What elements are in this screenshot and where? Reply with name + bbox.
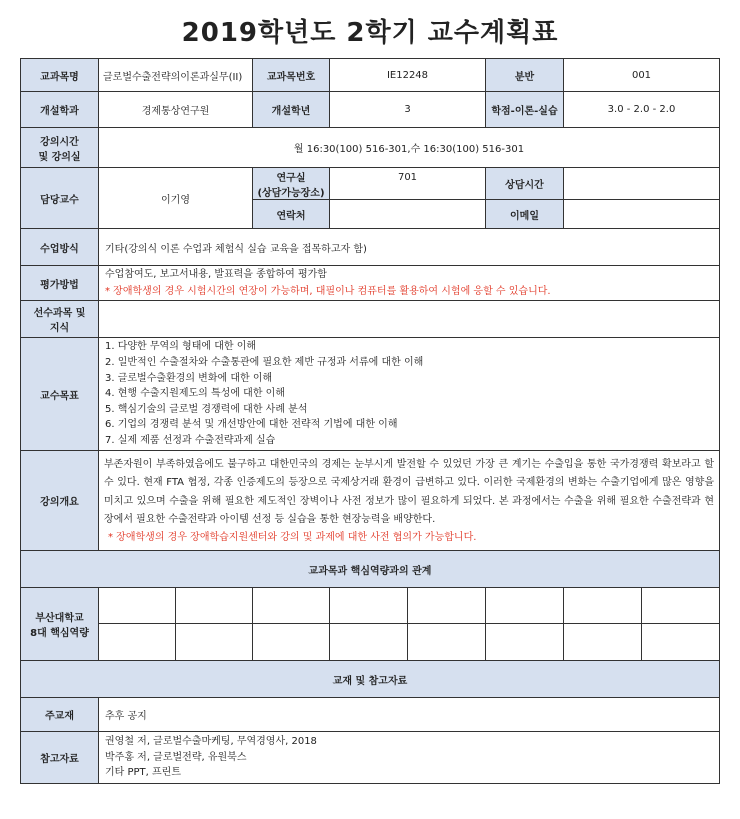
reference-item: 기타 PPT, 프린트 [105,767,182,779]
competency-name-cell [99,588,176,624]
credits-label: 학점-이론-실습 [486,92,564,128]
course-code: IE12248 [330,59,486,92]
section-value: 001 [564,59,720,92]
reference-item: 권영철 저, 글로벌수출마케팅, 무역경영사, 2018 [105,736,317,748]
syllabus-table [20,58,720,784]
goal-item: 7. 실제 제품 선정과 수출전략과제 실습 [105,434,276,446]
competency-name-cell [330,588,408,624]
evaluation-label: 평가방법 [21,266,99,301]
page-title: 2019학년도 2학기 교수계획표 [181,18,559,48]
competency-value-cell [330,624,408,661]
email-value [564,200,720,229]
reference-item: 박주홍 저, 글로벌전략, 유원북스 [105,751,247,763]
overview-note: * 장애학생의 경우 장애학습지원센터와 강의 및 과제에 대한 사전 협의가 가능합니다. [108,531,477,543]
method-label: 수업방식 [21,229,99,266]
goals-list [99,338,720,451]
goal-item: 5. 핵심기술의 글로벌 경쟁력에 대한 사례 분석 [105,403,308,415]
goal-item: 1. 다양한 무역의 형태에 대한 이해 [105,341,257,353]
goal-item: 3. 글로벌수출환경의 변화에 대한 이해 [105,372,273,384]
contact-label: 연락처 [253,200,330,229]
evaluation-text: 수업참여도, 보고서내용, 발표력을 종합하여 평가함 [105,269,327,280]
competency-value-cell [99,624,176,661]
goal-item: 2. 일반적인 수출절차와 수출통관에 필요한 제반 규정과 서류에 대한 이해 [105,357,424,369]
competency-name-cell [564,588,642,624]
goal-item: 4. 현행 수출지원제도의 특성에 대한 이해 [105,388,285,400]
office-hours-label: 상담시간 [486,168,564,200]
email-label: 이메일 [486,200,564,229]
competency-name-cell [642,588,720,624]
competency-value-cell [486,624,564,661]
competency-label [21,588,99,661]
office-label [253,168,330,200]
competency-value-cell [564,624,642,661]
competency-label-line1: 부산대학교 [35,613,84,624]
evaluation-cell [99,266,720,301]
course-code-label: 교과목번호 [253,59,330,92]
year-label: 개설학년 [253,92,330,128]
overview-label: 강의개요 [21,451,99,551]
main-textbook-label: 주교재 [21,698,99,732]
contact-value [330,200,486,229]
prereq-value [99,301,720,338]
method-value: 기타(강의식 이론 수업과 체험식 실습 교육을 접목하고자 함) [99,229,720,266]
time-label-line1: 강의시간 [40,136,79,148]
goal-item: 6. 기업의 경쟁력 분석 및 개선방안에 대한 전략적 기법에 대한 이해 [105,419,398,431]
credits-value: 3.0 - 2.0 - 2.0 [564,92,720,128]
competency-name-cell [176,588,253,624]
competency-header: 교과목과 핵심역량과의 관계 [21,551,720,588]
prereq-label-line1: 선수과목 및 [33,308,86,319]
office-value: 701 [330,168,486,200]
section-label: 분반 [486,59,564,92]
references-label: 참고자료 [21,732,99,784]
office-hours-value [564,168,720,200]
prereq-label [21,301,99,338]
professor-label: 담당교수 [21,168,99,229]
professor-name: 이기영 [99,168,253,229]
competency-name-cell [408,588,486,624]
course-name-label: 교과목명 [21,59,99,92]
competency-name-cell [253,588,330,624]
office-label-line1: 연구실 [276,172,306,184]
dept-value: 경제통상연구원 [99,92,253,128]
evaluation-note: * 장애학생의 경우 시험시간의 연장이 가능하며, 대필이나 컴퓨터를 활용하여 시험에 응할 수 있습니다. [105,286,551,297]
competency-value-cell [253,624,330,661]
competency-value-cell [408,624,486,661]
office-label-line2: (상담가능장소) [257,187,325,199]
materials-header: 교재 및 참고자료 [21,661,720,698]
main-textbook-value: 추후 공지 [99,698,720,732]
overview-cell [99,451,720,551]
prereq-label-line2: 지식 [49,323,70,334]
goals-label: 교수목표 [21,338,99,451]
competency-value-cell [176,624,253,661]
competency-label-line2: 8대 핵심역량 [30,628,89,639]
competency-value-cell [642,624,720,661]
references-list [99,732,720,784]
dept-label: 개설학과 [21,92,99,128]
time-value: 월 16:30(100) 516-301,수 16:30(100) 516-301 [99,128,720,168]
competency-name-cell [486,588,564,624]
overview-text: 부존자원이 부족하였음에도 불구하고 대한민국의 경제는 눈부시게 발전할 수 있었던 가장 큰 계기는 수출입을 통한 국가경쟁력 확보라고 할 수 있다. 현재 FTA 협정, 각종 인증제도의 등장으로 국제상거래 환경이 급변하고 있다. 이러한 국제환경의 변화는 수출기업에게 많은 영향을 미치고 있으며 수출을 위해 필요한 제도적인 장벽이나 사전 정보가 많이 필요하게 되었다. 본 과정에서는 수출을 위해 필요한 수출전략과 현장에서 필요한 수출전략과 아이템 선정 등 실습을 통한 현장능력을 배양한다. [104,458,714,525]
time-label [21,128,99,168]
course-name: 글로벌수출전략의이론과실무(II) [99,59,253,92]
year-value: 3 [330,92,486,128]
time-label-line2: 및 강의실 [38,151,81,163]
